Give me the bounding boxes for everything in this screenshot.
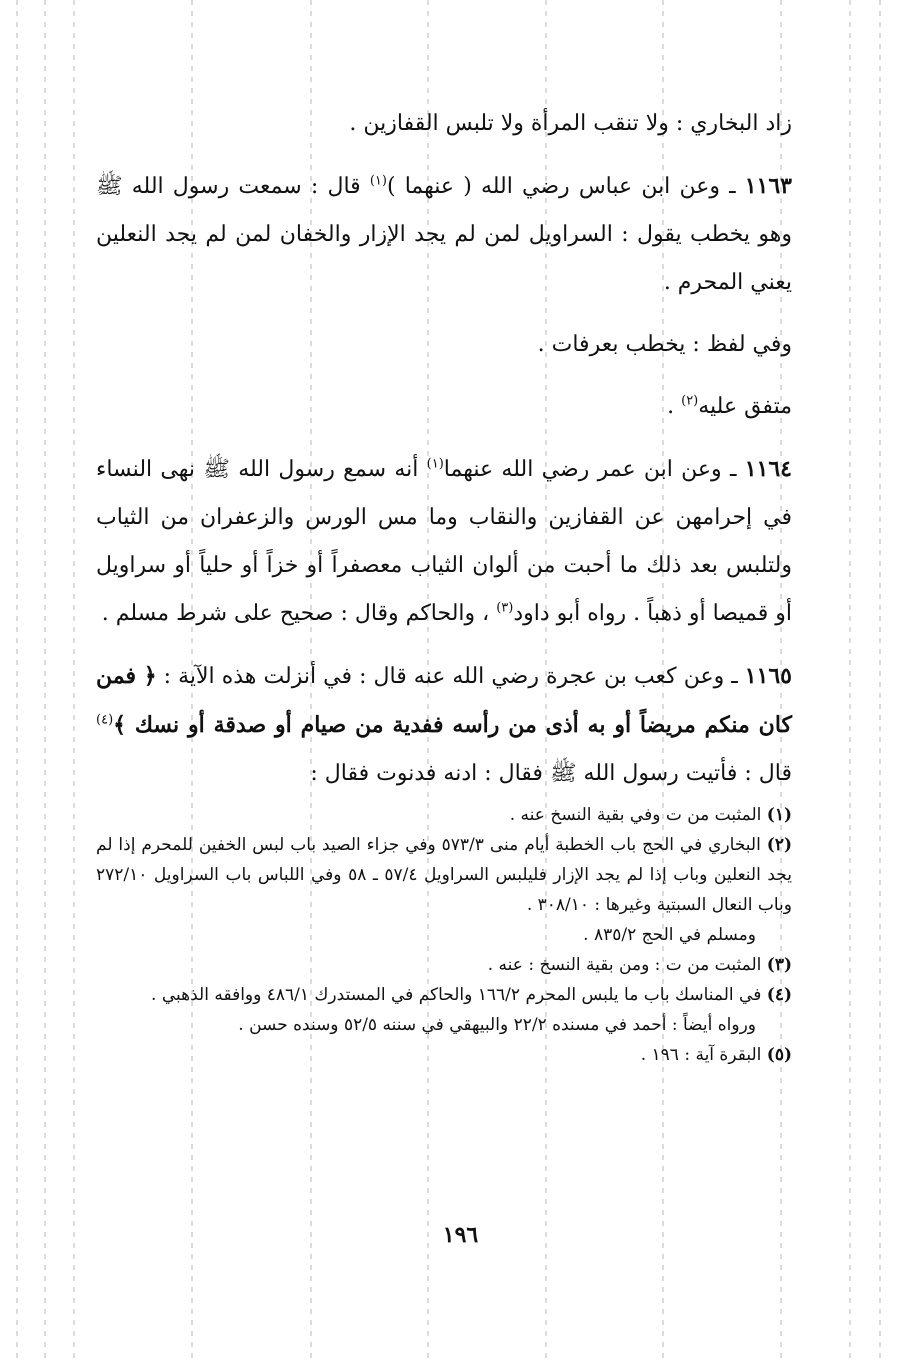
paragraph-text: متفق عليه	[698, 394, 792, 419]
footnote-text: المثبت من ت : ومن بقية النسخ : عنه .	[487, 955, 767, 975]
paragraph-text: ـ وعن كعب بن عجرة رضي الله عنه قال : في أنزلت هذه الآية :	[156, 664, 745, 689]
quran-verse: ﴿ فمن كان منكم مريضاً أو به أذى من رأسه ففدية من صيام أو صدقة أو نسك ﴾	[96, 663, 792, 738]
paragraph-1	[96, 100, 792, 148]
footnote-2	[96, 830, 792, 920]
paragraph-text-continued: أنه سمع رسول الله ﷺ نهى النساء في إحرامهن عن القفازين والنقاب وما مس الورس والزعفران من الثياب ولتلبس بعد ذلك ما أحبت من ألوان الثياب معصفراً أو خزاً أو حلياً أو سراويل أو قميصا أو ذهباً . رواه أبو داود	[96, 457, 792, 626]
paragraph-text: ـ وعن ابن عمر رضي الله عنهما	[443, 457, 745, 482]
footnote-2-continuation	[96, 920, 792, 950]
paragraph-text: وفي لفظ : يخطب بعرفات .	[537, 332, 792, 357]
main-text	[96, 100, 792, 812]
footnote-1	[96, 800, 792, 830]
hadith-number: ١١٦٤	[744, 456, 792, 482]
footnote-reference: (١)	[369, 173, 387, 189]
paragraph-text-continued: ، والحاكم وقال : صحيح على شرط مسلم .	[101, 601, 497, 626]
footnote-4-continuation	[96, 1010, 792, 1040]
paragraph-3	[96, 321, 792, 369]
footnote-reference: (١)	[426, 456, 444, 472]
hadith-number: ١١٦٣	[744, 173, 792, 199]
footnote-text: المثبت من ت وفي بقية النسخ عنه .	[509, 805, 767, 825]
footnote-mark: (٤)	[766, 985, 792, 1005]
paragraph-text-continued: قال : سمعت رسول الله ﷺ وهو يخطب يقول : السراويل لمن لم يجد الإزار والخفان لمن لم يجد النعلين يعني المحرم .	[96, 174, 792, 295]
paragraph-text: زاد البخاري : ولا تنقب المرأة ولا تلبس القفازين .	[349, 111, 792, 136]
footnote-reference: (٣)	[496, 600, 514, 616]
paragraph-text: ـ وعن ابن عباس رضي الله ( عنهما )	[386, 174, 745, 199]
paragraph-4	[96, 383, 792, 431]
footnote-text: ورواه أيضاً : أحمد في مسنده ٢٢/٢ والبيهقي في سننه ٥٢/٥ وسنده حسن .	[238, 1015, 756, 1035]
page-number: ١٩٦	[442, 1222, 479, 1248]
footnote-4	[96, 980, 792, 1010]
footnote-text: ومسلم في الحج ٨٣٥/٢ .	[583, 925, 756, 945]
footnote-text: البخاري في الحج باب الخطبة أيام منى ٥٧٣/٣ وفي جزاء الصيد باب لبس الخفين للمحرم إذا لم يجد النعلين وباب إذا لم يجد الإزار فليلبس السراويل ٥٧/٤ ـ ٥٨ وفي اللباس باب السراويل ٢٧٢/١٠ وباب النعال السبتية وغيرها : ٣٠٨/١٠ .	[96, 835, 792, 915]
footnote-text: في المناسك باب ما يلبس المحرم ١٦٦/٢ والحاكم في المستدرك ٤٨٦/١ ووافقه الذهبي .	[151, 985, 767, 1005]
footnote-5	[96, 1040, 792, 1070]
footnote-reference: (٢)	[681, 393, 699, 409]
footnote-mark: (١)	[766, 805, 792, 825]
paragraph-text-continued: قال : فأتيت رسول الله ﷺ فقال : ادنه فدنوت فقال :	[310, 761, 792, 786]
paragraph-text-continued: .	[667, 394, 682, 419]
paragraph-hadith-1163	[96, 162, 792, 307]
footnotes	[96, 800, 792, 1070]
footnote-mark: (٣)	[766, 955, 792, 975]
paragraph-hadith-1165	[96, 652, 792, 798]
footnote-mark: (٢)	[766, 835, 792, 855]
paragraph-hadith-1164	[96, 445, 792, 638]
footnote-mark: (٥)	[766, 1045, 792, 1065]
footnote-reference: (٤)	[96, 712, 114, 728]
hadith-number: ١١٦٥	[744, 663, 792, 689]
footnote-text: البقرة آية : ١٩٦ .	[640, 1045, 767, 1065]
footnote-3	[96, 950, 792, 980]
